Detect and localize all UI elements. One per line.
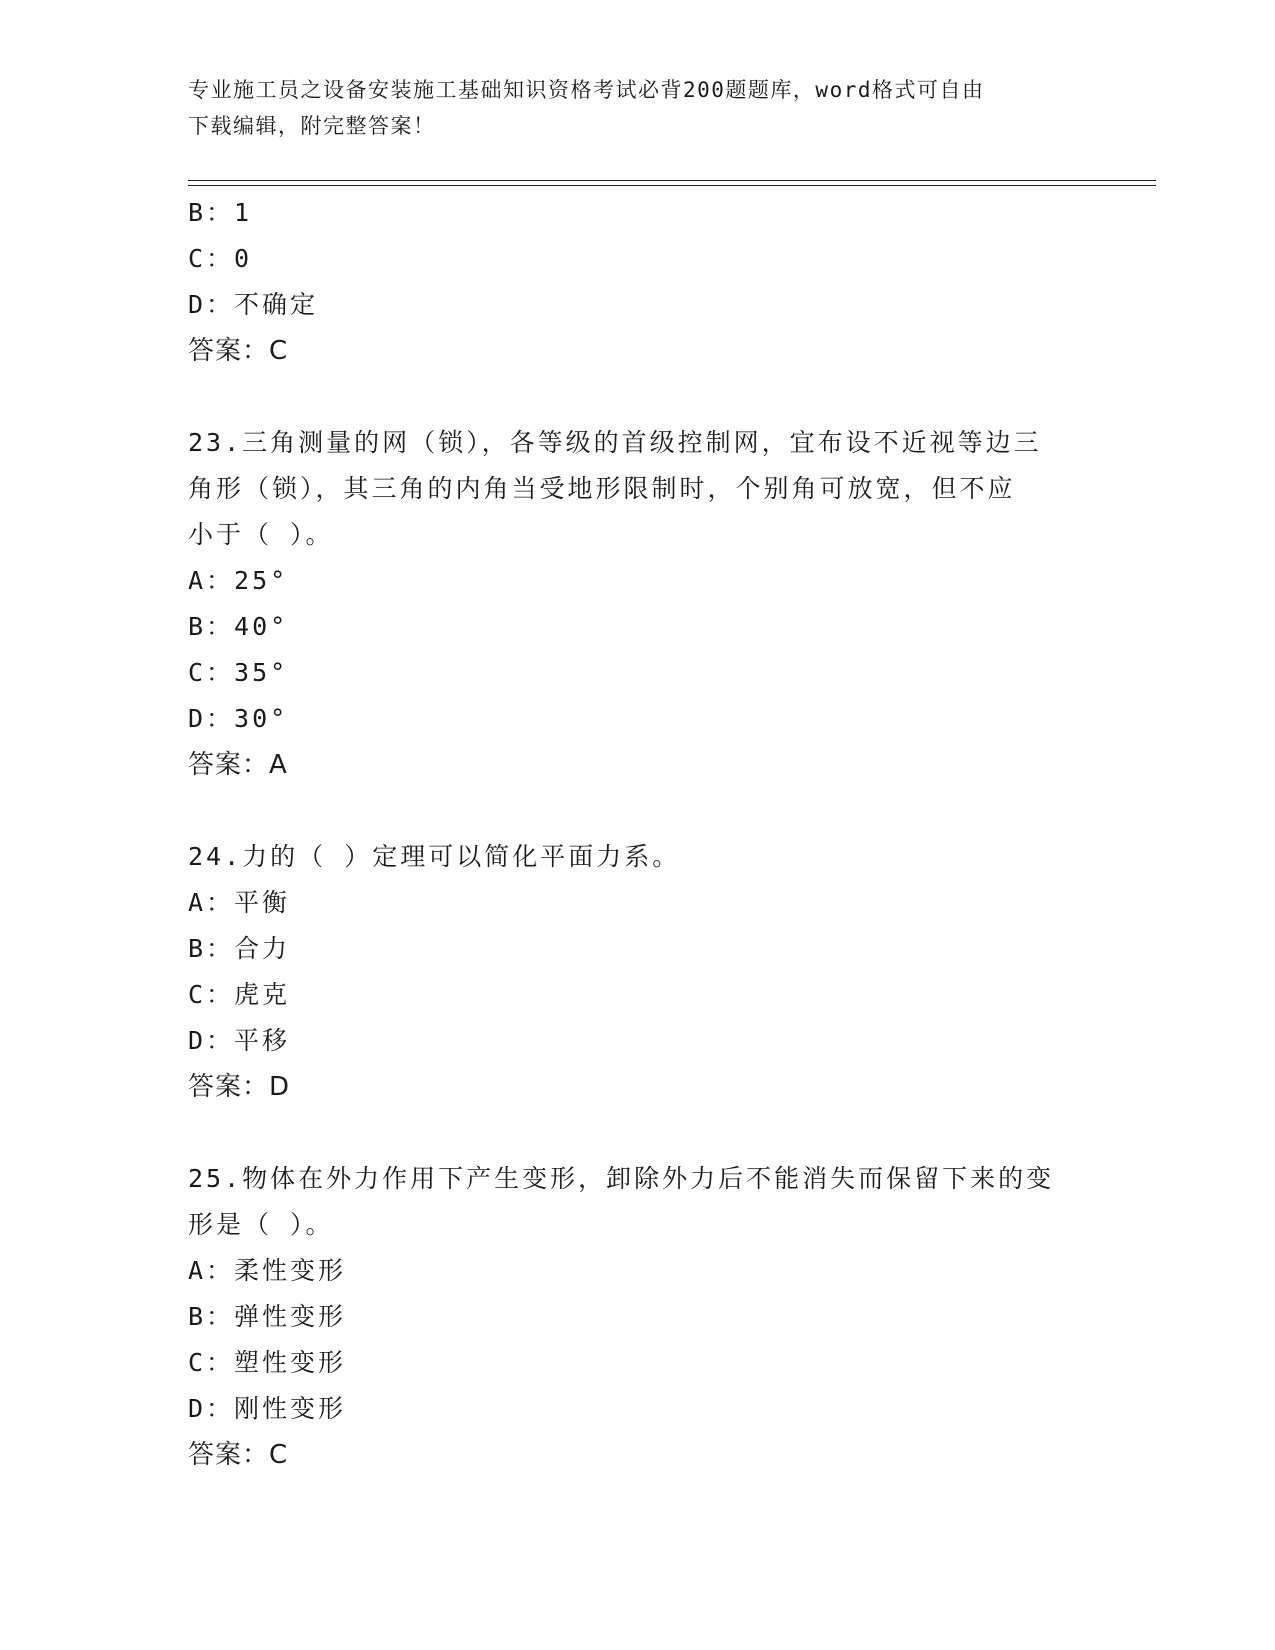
- option-b: B：合力: [188, 934, 291, 963]
- option-c: C：虎克: [188, 980, 291, 1009]
- question-text-line: 形是（ ）。: [188, 1210, 334, 1239]
- header-line-2: 下载编辑，附完整答案！: [188, 114, 436, 138]
- option-d: D：不确定: [188, 290, 319, 319]
- question-text-line: 25.物体在外力作用下产生变形，卸除外力后不能消失而保留下来的变: [188, 1164, 1055, 1193]
- question-24: [188, 834, 1088, 1110]
- option-b: B：弹性变形: [188, 1302, 347, 1331]
- question-text-line: 角形（锁），其三角的内角当受地形限制时，个别角可放宽，但不应: [188, 474, 1016, 503]
- question-list: [188, 190, 1088, 1478]
- header-rule-bottom: [188, 185, 1156, 186]
- answer-line: 答案：A: [188, 750, 288, 780]
- answer-line: 答案：C: [188, 1440, 289, 1470]
- option-a: A：柔性变形: [188, 1256, 347, 1285]
- option-d: D：30°: [188, 704, 289, 733]
- answer-line: 答案：C: [188, 336, 289, 366]
- option-d: D：刚性变形: [188, 1394, 347, 1423]
- option-c: C：塑性变形: [188, 1348, 347, 1377]
- document-header: [188, 72, 1088, 144]
- question-23: [188, 420, 1088, 788]
- header-rule-top: [188, 180, 1156, 181]
- question-text-line: 小于（ ）。: [188, 520, 334, 549]
- spacer: [188, 374, 1088, 420]
- question-22-continued: [188, 190, 1088, 374]
- question-text-line: 23.三角测量的网（锁），各等级的首级控制网，宜布设不近视等边三: [188, 428, 1042, 457]
- option-a: A：平衡: [188, 888, 291, 917]
- option-c: C：35°: [188, 658, 289, 687]
- spacer: [188, 1110, 1088, 1156]
- option-d: D：平移: [188, 1026, 291, 1055]
- spacer: [188, 788, 1088, 834]
- question-25: [188, 1156, 1088, 1478]
- answer-line: 答案：D: [188, 1072, 291, 1102]
- option-b: B：1: [188, 198, 253, 227]
- header-line-1: 专业施工员之设备安装施工基础知识资格考试必背200题题库，word格式可自由: [188, 78, 985, 102]
- option-c: C：0: [188, 244, 253, 273]
- option-b: B：40°: [188, 612, 289, 641]
- option-a: A：25°: [188, 566, 289, 595]
- question-text-line: 24.力的（ ）定理可以简化平面力系。: [188, 842, 681, 871]
